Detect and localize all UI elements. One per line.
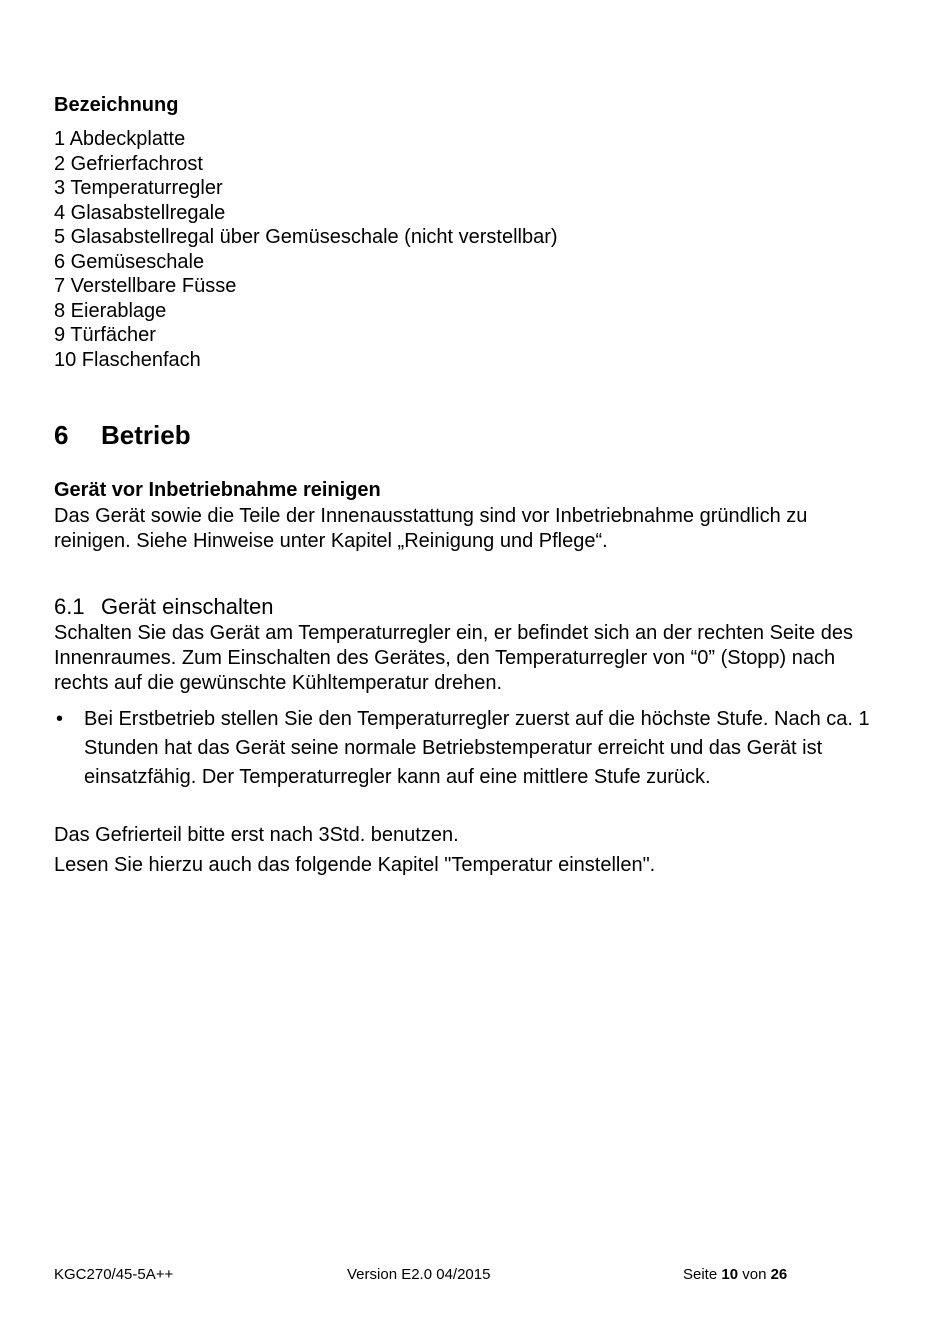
section-number: 6 <box>54 420 69 450</box>
bullet-item <box>54 705 884 792</box>
bullet-text: Bei Erstbetrieb stellen Sie den Temperaturregler zuerst auf die höchste Stufe. Nach ca. 1 Stunden hat das Gerät seine normale Betriebstemperatur erreicht und das Gerät ist einsatzfähig. Der Temperaturregler kann auf eine mittlere Stufe zurück. <box>84 708 870 788</box>
note-paragraph: Das Gefrierteil bitte erst nach 3Std. benutzen. <box>54 824 459 846</box>
intro-paragraph: Schalten Sie das Gerät am Temperaturregler ein, er befindet sich an der rechten Seite des Innenraumes. Zum Einschalten des Gerätes, den Temperaturregler von “0” (Stopp) nach rechts auf die gewünschte Kühltemperatur drehen. <box>54 622 853 694</box>
list-item: 9 Türfächer <box>54 324 156 346</box>
list-item: 6 Gemüseschale <box>54 250 205 273</box>
note-paragraph: Lesen Sie hierzu auch das folgende Kapitel "Temperatur einstellen". <box>54 854 656 876</box>
bezeichnung-heading: Bezeichnung <box>54 94 179 116</box>
list-item: 2 Gefrierfachrost <box>54 152 203 175</box>
section-title-text: Betrieb <box>101 420 191 450</box>
list-item: 10 Flaschenfach <box>54 348 201 371</box>
subsection-number: 6.1 <box>54 594 85 619</box>
list-item: 8 Eierablage <box>54 299 167 322</box>
list-item: 4 Glasabstellregale <box>54 201 226 224</box>
parts-list <box>54 127 558 372</box>
page-current: 10 <box>721 1266 739 1283</box>
page-label: Seite <box>683 1266 718 1283</box>
bullet-icon: • <box>56 708 64 730</box>
subsection-title <box>54 594 273 620</box>
footer-model: KGC270/45-5A++ <box>54 1266 174 1283</box>
subsection-title-text: Gerät einschalten <box>101 594 274 619</box>
list-item: 3 Temperaturregler <box>54 177 223 199</box>
clean-heading: Gerät vor Inbetriebnahme reinigen <box>54 479 381 501</box>
list-item: 1 Abdeckplatte <box>54 128 186 150</box>
section-title <box>54 420 191 451</box>
list-item: 7 Verstellbare Füsse <box>54 275 237 297</box>
footer-page-number <box>683 1266 787 1283</box>
page-of-label: von <box>742 1266 767 1283</box>
page-total: 26 <box>770 1266 788 1283</box>
footer-version: Version E2.0 04/2015 <box>347 1266 491 1283</box>
list-item: 5 Glasabstellregal über Gemüseschale (nicht verstellbar) <box>54 226 558 248</box>
clean-paragraph: Das Gerät sowie die Teile der Innenausstattung sind vor Inbetriebnahme gründlich zu reinigen. Siehe Hinweise unter Kapitel „Reinigung und Pflege“. <box>54 505 808 552</box>
